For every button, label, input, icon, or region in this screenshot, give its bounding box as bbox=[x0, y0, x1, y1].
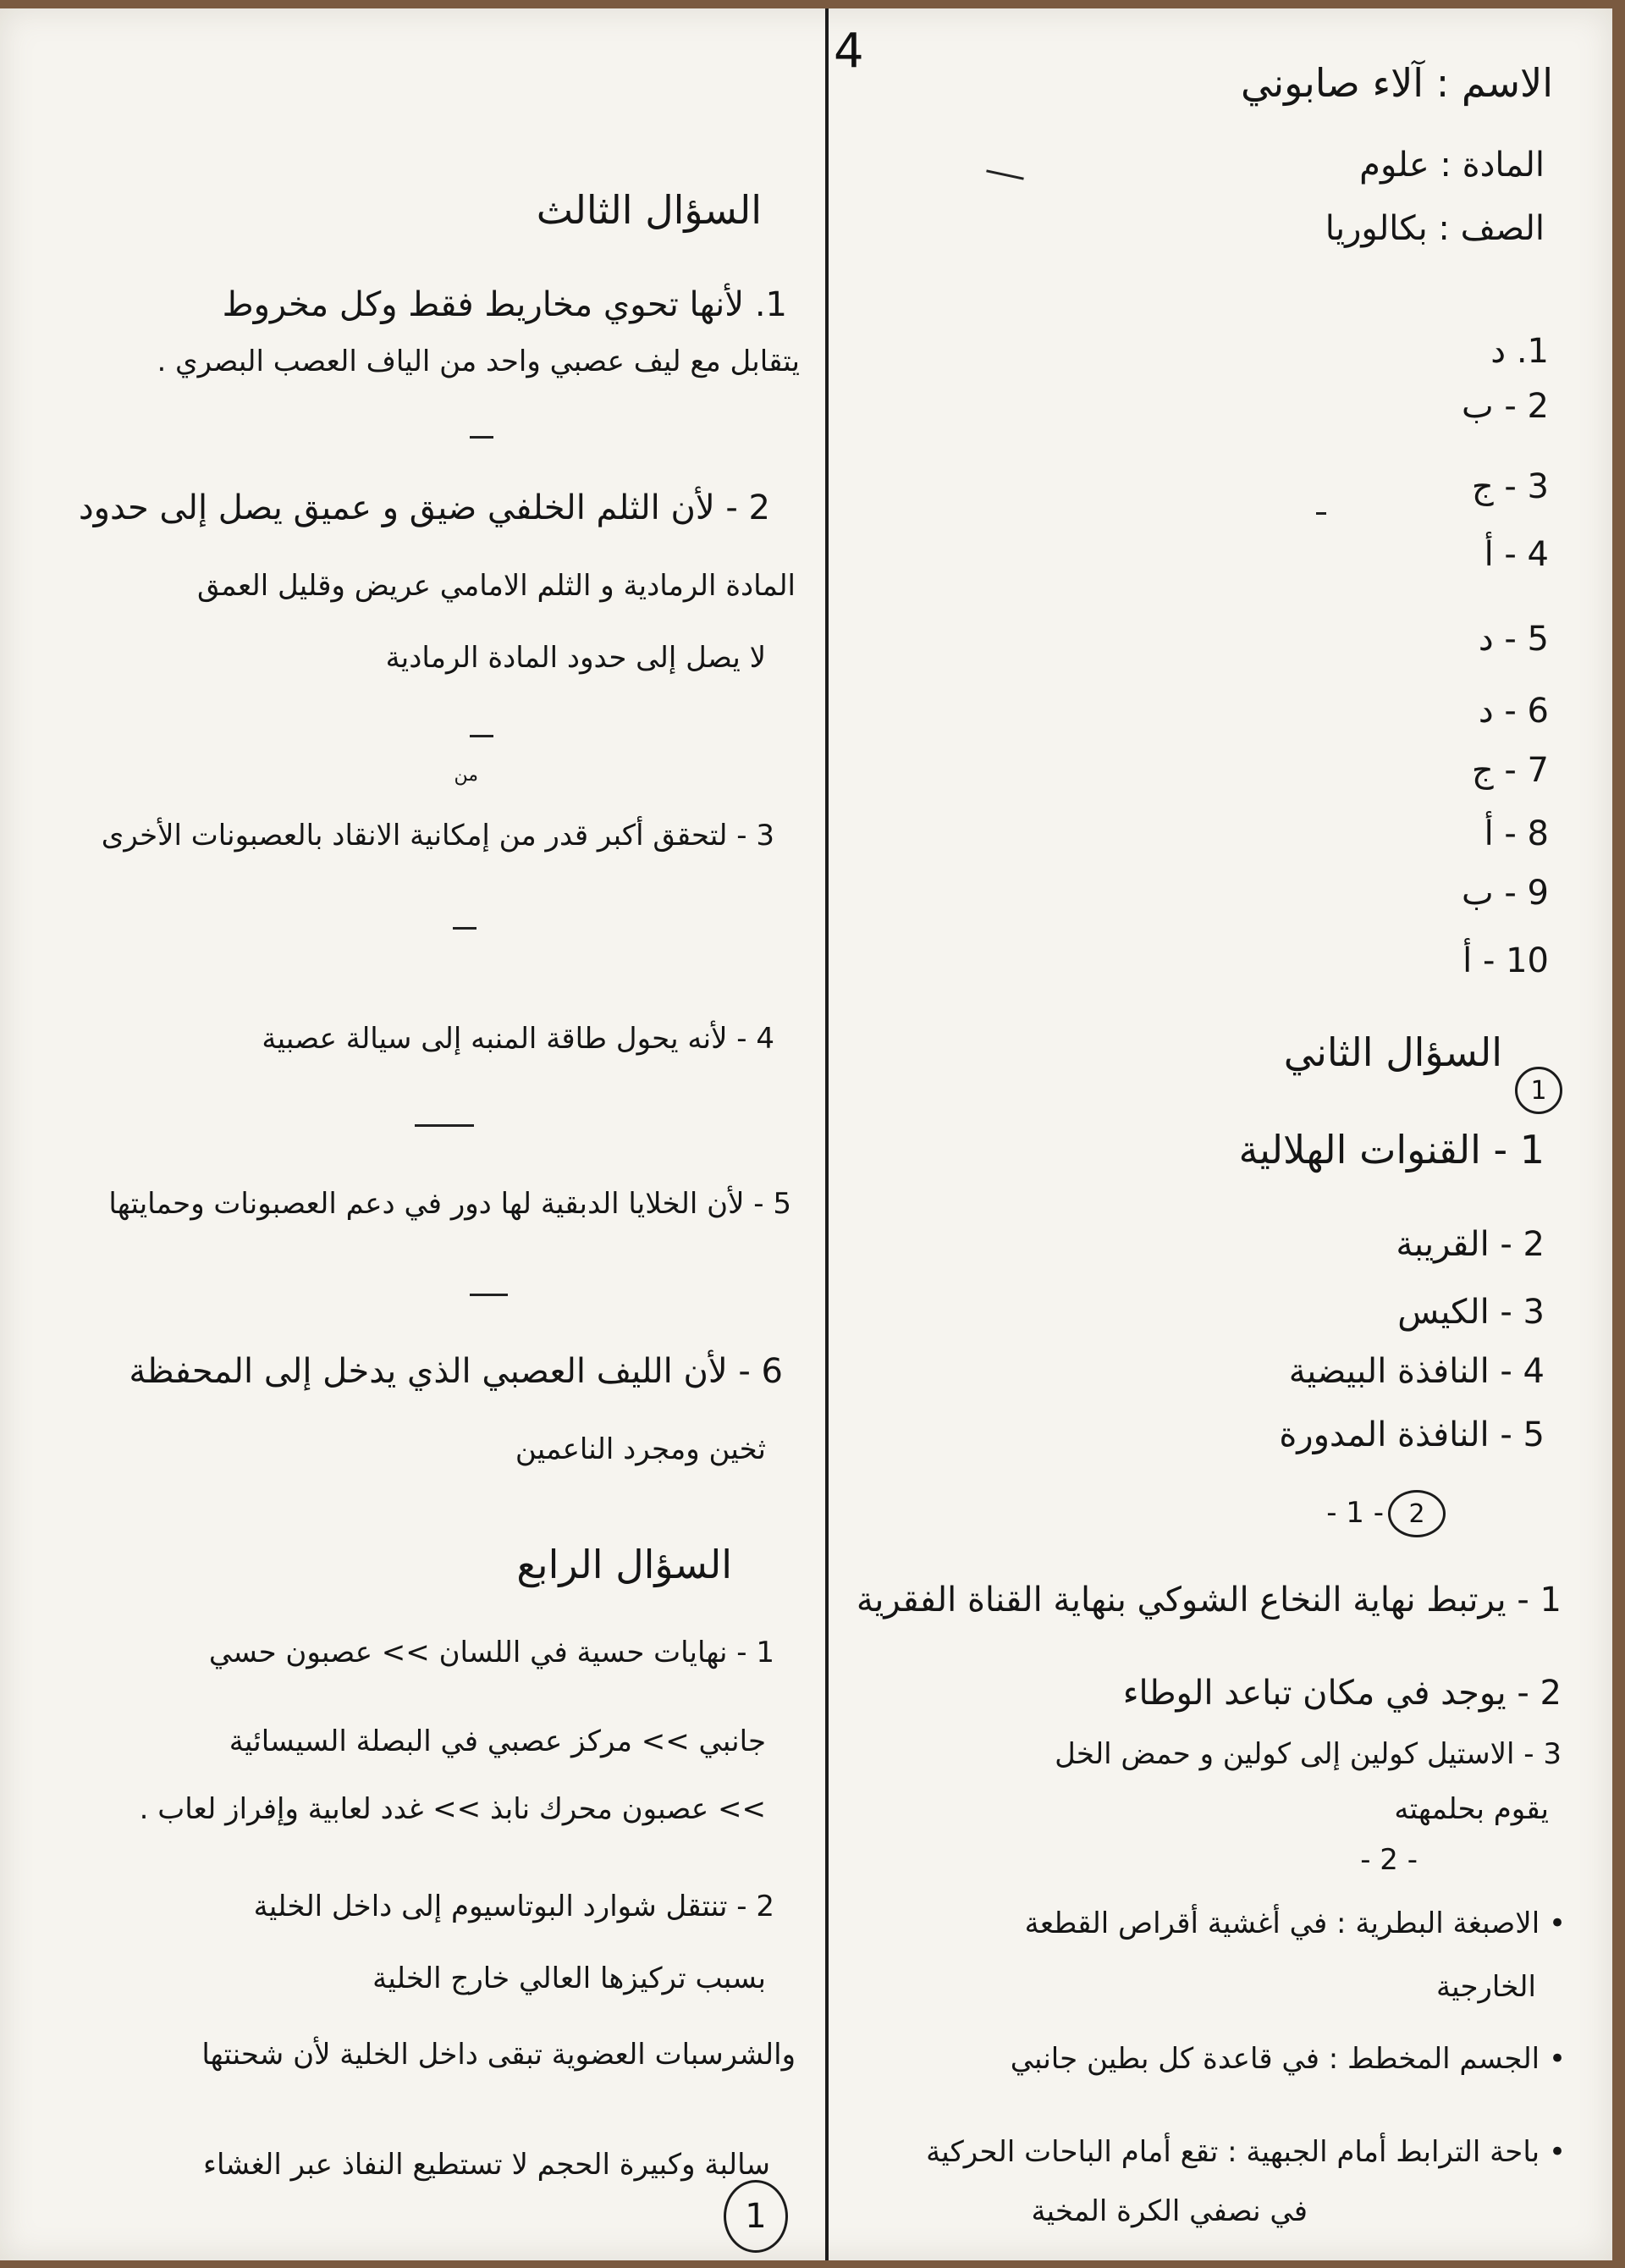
q4-item: 2 - تنتقل شوارد البوتاسيوم إلى داخل الخلية bbox=[253, 1890, 774, 1923]
mcq-answer: 8 - أ bbox=[1484, 814, 1549, 853]
separator-dash bbox=[470, 436, 493, 439]
q3-item: 4 - لأنه يحول طاقة المنبه إلى سيالة عصبية bbox=[262, 1022, 774, 1056]
mcq-answer: 2 - ب bbox=[1462, 387, 1549, 426]
q3-item: 2 - لأن الثلم الخلفي ضيق و عميق يصل إلى حدود bbox=[78, 488, 770, 527]
stray-mark bbox=[1316, 512, 1326, 515]
q3-item: المادة الرمادية و الثلم الامامي عريض وقليل العمق bbox=[196, 569, 796, 603]
q4-item: سالبة وكبيرة الحجم لا تستطيع النفاذ عبر الغشاء bbox=[202, 2148, 770, 2182]
separator-dash bbox=[415, 1124, 474, 1127]
q3-item: 5 - لأن الخلايا الدبقية لها دور في دعم العصبونات وحمايتها bbox=[108, 1187, 791, 1221]
q3-item: 1. لأنها تحوي مخاريط فقط وكل مخروط bbox=[222, 285, 787, 324]
q2-circled-number: 1 bbox=[1515, 1067, 1562, 1114]
q4-item: 1 - نهايات حسية في اللسان >> عصبون حسي bbox=[208, 1636, 774, 1669]
q2-sub2-item: في نصفي الكرة المخية bbox=[1031, 2194, 1308, 2228]
q4-item: بسبب تركيزها العالي خارج الخلية bbox=[372, 1962, 766, 1995]
q4-circled-number: 1 bbox=[724, 2180, 788, 2253]
q3-item: 3 - لتحقق أكبر قدر من إمكانية الانقاد بالعصبونات الأخرى bbox=[101, 819, 774, 853]
q4-item: >> عصبون محرك نابذ >> غدد لعابية وإفراز لعاب . bbox=[139, 1792, 766, 1826]
exam-answer-sheet bbox=[0, 8, 1612, 2260]
q2-item: 3 - الكيس bbox=[1397, 1293, 1545, 1332]
q2-sub1-label: - 1 - bbox=[1326, 1496, 1384, 1530]
q3-item: لا يصل إلى حدود المادة الرمادية bbox=[385, 641, 766, 675]
mcq-answer: 5 - د bbox=[1478, 620, 1549, 659]
mcq-answer: 6 - د bbox=[1478, 692, 1549, 731]
page-fold-line bbox=[825, 8, 829, 2260]
separator-dash bbox=[470, 735, 493, 737]
grade-line: الصف : بكالوريا bbox=[1325, 209, 1545, 248]
mcq-answer: 7 - ج bbox=[1471, 751, 1549, 790]
mcq-answer: 9 - ب bbox=[1462, 874, 1549, 913]
q4-item: جانبي >> مركز عصبي في البصلة السيسائية bbox=[229, 1724, 766, 1758]
q2-sub2-item: الخارجية bbox=[1435, 1970, 1536, 2004]
page-mark: 4 bbox=[834, 24, 864, 79]
q2-sub2-item: • الاصبغة البطرية : في أغشية أقراص القطعة bbox=[1024, 1907, 1566, 1940]
q2-sub1-item: 2 - يوجد في مكان تباعد الوطاء bbox=[1122, 1674, 1562, 1713]
mcq-answer: 4 - أ bbox=[1484, 535, 1549, 574]
q2-sub2-label: - 2 - bbox=[1360, 1843, 1418, 1877]
q2-title: السؤال الثاني bbox=[1283, 1029, 1502, 1075]
separator-dash bbox=[470, 1294, 508, 1296]
stray-mark bbox=[986, 169, 1024, 179]
separator-dash bbox=[453, 927, 476, 930]
q2-sub2-item: • الجسم المخطط : في قاعدة كل بطين جانبي bbox=[1010, 2042, 1566, 2076]
q2-part-circle: 2 bbox=[1388, 1490, 1446, 1537]
mcq-answer: 3 - ج bbox=[1471, 467, 1549, 506]
subject-line: المادة : علوم bbox=[1359, 146, 1545, 185]
q3-item: 6 - لأن الليف العصبي الذي يدخل إلى المحفظة bbox=[129, 1352, 783, 1391]
q4-title: السؤال الرابع bbox=[516, 1542, 732, 1587]
q3-item: يتقابل مع ليف عصبي واحد من الياف العصب البصري . bbox=[157, 345, 800, 378]
q2-item: 5 - النافذة المدورة bbox=[1279, 1415, 1545, 1454]
student-name: الاسم : آلاء صابوني bbox=[1241, 60, 1553, 106]
q2-item: 1 - القنوات الهلالية bbox=[1238, 1127, 1545, 1173]
q4-item: والشرسبات العضوية تبقى داخل الخلية لأن شحنتها bbox=[201, 2038, 796, 2072]
q3-item: ثخين ومجرد الناعمين bbox=[515, 1432, 766, 1466]
mcq-answer: 10 - أ bbox=[1462, 941, 1549, 980]
q2-sub2-item: • باحة الترابط أمام الجبهية : تقع أمام الباحات الحركية bbox=[926, 2135, 1566, 2169]
q2-sub1-item: يقوم بحلمهته bbox=[1394, 1792, 1549, 1826]
q3-title: السؤال الثالث bbox=[536, 187, 762, 233]
mcq-answer: 1. د bbox=[1490, 332, 1549, 371]
q2-item: 4 - النافذة البيضية bbox=[1288, 1352, 1545, 1391]
q2-sub1-item: 3 - الاستيل كولين إلى كولين و حمض الخل bbox=[1055, 1737, 1562, 1771]
q2-item: 2 - القريبة bbox=[1396, 1225, 1545, 1264]
q2-sub1-item: 1 - يرتبط نهاية النخاع الشوكي بنهاية القناة الفقرية bbox=[856, 1581, 1562, 1620]
q3-insert-word: من bbox=[454, 764, 478, 786]
